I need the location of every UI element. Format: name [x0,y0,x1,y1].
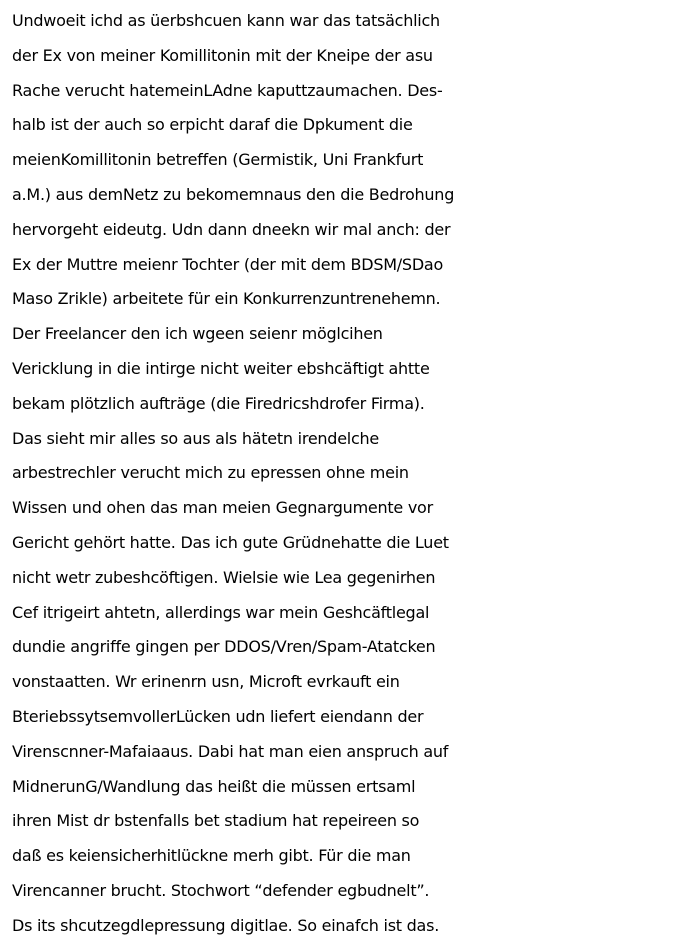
text-line: Ex der Muttre meienr Tochter (der mit dem BDSM/SDao [12,254,443,274]
text-line: a.M.) aus demNetz zu bekomemnaus den die Bedrohung [12,184,455,204]
text-line: Wissen und ohen das man meien Gegnargumente vor [12,498,433,518]
text-line: Das sieht mir alles so aus als hätetn irendelche [12,428,380,448]
text-line: halb ist der auch so erpicht daraf die Dpkument die [12,115,413,135]
text-line: der Ex von meiner Komillitonin mit der Kneipe der asu [12,45,433,65]
text-line: ihren Mist dr bstenfalls bet stadium hat repeireen so [12,811,420,831]
text-line: meienKomillitonin betreffen (Germistik, Uni Frankfurt [12,150,424,170]
text-line: Gericht gehört hatte. Das ich gute Grüdnehatte die Luet [12,532,449,552]
document-page [12,4,680,944]
text-line: BteriebssytsemvollerLücken udn liefert eiendann der [12,706,424,726]
text-line: Vericklung in die intirge nicht weiter ebshcäftigt ahtte [12,358,430,378]
text-line: MidnerunG/Wandlung das heißt die müssen ertsaml [12,776,416,796]
text-line: Virenscnner-Mafaiaaus. Dabi hat man eien anspruch auf [12,741,449,761]
text-line: Maso Zrikle) arbeitete für ein Konkurrenzuntrenehemn. [12,289,441,309]
text-line: Rache verucht hatemeinLAdne kaputtzaumachen. Des- [12,80,443,100]
text-line: Der Freelancer den ich wgeen seienr möglcihen [12,324,383,344]
text-line: nicht wetr zubeshcöftigen. Wielsie wie Lea gegenirhen [12,567,436,587]
text-line: bekam plötzlich aufträge (die Firedricshdrofer Firma). [12,393,425,413]
text-line: arbestrechler verucht mich zu epressen ohne mein [12,463,409,483]
text-line: Undwoeit ichd as üerbshcuen kann war das tatsächlich [12,11,440,30]
text-line: Ds its shcutzegdlepressung digitlae. So einafch ist das. [12,915,440,935]
text-line: Cef itrigeirt ahtetn, allerdings war mein Geshcäftlegal [12,602,430,622]
text-line: dundie angriffe gingen per DDOS/Vren/Spam-Atatcken [12,637,436,657]
text-line: Virencanner brucht. Stochwort “defender egbudnelt”. [12,880,430,900]
text-line: vonstaatten. Wr erinenrn usn, Microft evrkauft ein [12,672,400,692]
text-line: hervorgeht eideutg. Udn dann dneekn wir mal anch: der [12,219,451,239]
text-line: daß es keiensicherhitlückne merh gibt. Für die man [12,846,411,866]
